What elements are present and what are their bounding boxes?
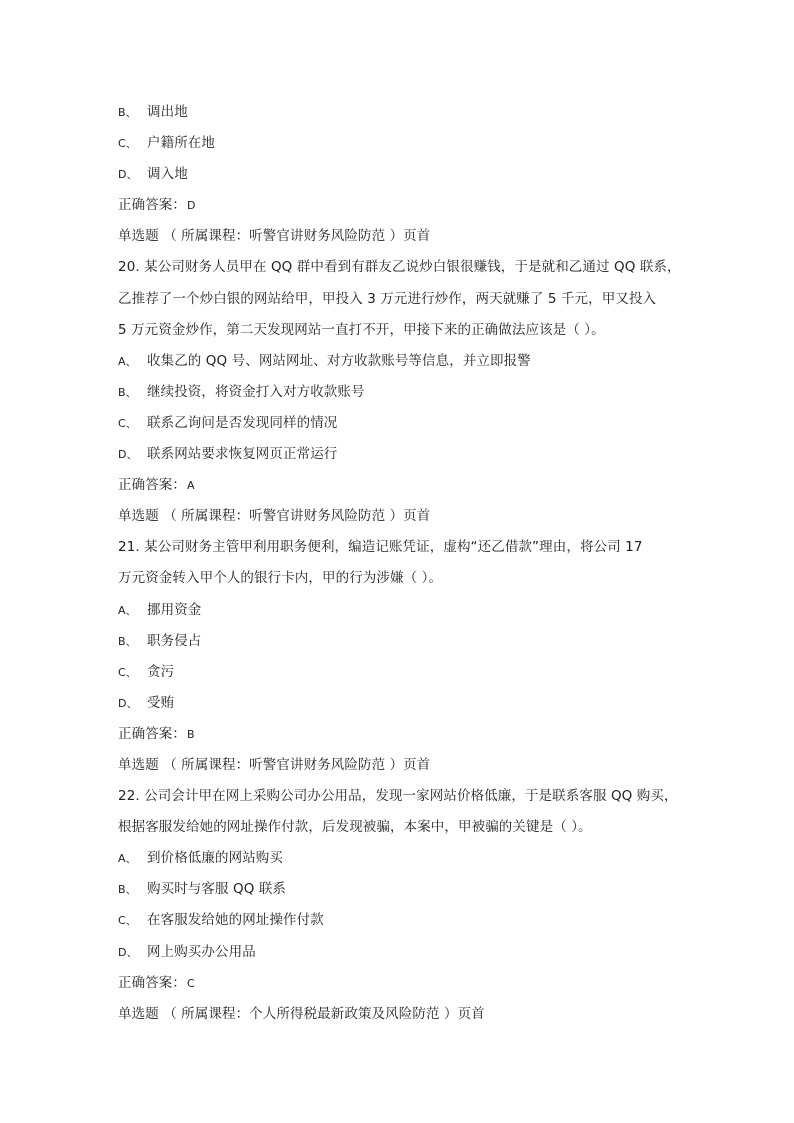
option-text: 收集乙的 QQ 号、网站网址、对方收款账号等信息，并立即报警 <box>147 352 531 369</box>
question-20-line-1: 20. 某公司财务人员甲在 QQ 群中看到有群友乙说炒白银很赚钱，于是就和乙通过 QQ 联系， <box>118 259 681 276</box>
option-d <box>118 162 718 193</box>
question-meta: 单选题 （ 所属课程：听警官讲财务风险防范 ）页首 <box>118 228 431 245</box>
correct-answer <box>118 193 718 224</box>
option-a <box>118 349 718 380</box>
question-meta: 单选题 （ 所属课程：听警官讲财务风险防范 ）页首 <box>118 508 431 525</box>
option-text: 联系乙询问是否发现同样的情况 <box>147 414 338 431</box>
option-b <box>118 380 718 411</box>
option-letter: D、 <box>118 945 138 959</box>
option-c <box>118 411 718 442</box>
answer-value: B <box>187 727 195 741</box>
question-20-line-2: 乙推荐了一个炒白银的网站给甲，甲投入 3 万元进行炒作，两天就赚了 5 千元，甲又投入 <box>118 290 657 307</box>
option-letter: B、 <box>118 634 137 648</box>
option-c <box>118 908 718 939</box>
option-letter: D、 <box>118 696 138 710</box>
answer-value: C <box>187 976 195 990</box>
option-letter: A、 <box>118 603 137 617</box>
option-text: 受贿 <box>147 694 175 711</box>
answer-label: 正确答案： <box>118 725 186 742</box>
answer-label: 正确答案： <box>118 197 186 214</box>
option-letter: C、 <box>118 914 137 928</box>
question-meta: 单选题 （ 所属课程：听警官讲财务风险防范 ）页首 <box>118 756 431 773</box>
question-20-line-3: 5 万元资金炒作，第二天发现网站一直打不开，甲接下来的正确做法应该是（ ）。 <box>118 321 605 338</box>
option-text: 购买时与客服 QQ 联系 <box>147 881 287 898</box>
option-letter: A、 <box>118 354 137 368</box>
option-b <box>118 629 718 660</box>
option-letter: D、 <box>118 448 138 462</box>
exam-document <box>118 100 718 1033</box>
option-c <box>118 660 718 691</box>
correct-answer <box>118 473 718 504</box>
question-22-line-1: 22. 公司会计甲在网上采购公司办公用品，发现一家网站价格低廉，于是联系客服 QQ 购买， <box>118 788 678 805</box>
question-21-line-1: 21. 某公司财务主管甲利用职务便利，编造记账凭证，虚构“还乙借款”理由，将公司 17 <box>118 539 643 556</box>
option-text: 挪用资金 <box>147 601 202 618</box>
option-text: 调出地 <box>147 104 188 120</box>
answer-value: A <box>187 479 195 493</box>
option-text: 户籍所在地 <box>147 135 215 152</box>
answer-value: D <box>187 199 196 213</box>
option-text: 职务侵占 <box>147 632 202 649</box>
option-d <box>118 691 718 722</box>
option-letter: C、 <box>118 665 137 679</box>
question-21-line-2: 万元资金转入甲个人的银行卡内，甲的行为涉嫌（ ）。 <box>118 570 443 587</box>
correct-answer <box>118 722 718 753</box>
option-text: 在客服发给她的网址操作付款 <box>147 912 324 929</box>
option-letter: C、 <box>118 416 137 430</box>
option-c <box>118 131 718 162</box>
option-d <box>118 442 718 473</box>
question-22-line-2: 根据客服发给她的网址操作付款，后发现被骗，本案中，甲被骗的关键是（ ）。 <box>118 819 592 836</box>
option-letter: C、 <box>118 137 137 151</box>
option-b <box>118 100 718 131</box>
answer-label: 正确答案： <box>118 477 186 494</box>
option-letter: B、 <box>118 385 137 399</box>
option-letter: B、 <box>118 106 137 119</box>
option-d <box>118 940 718 971</box>
answer-label: 正确答案： <box>118 974 186 991</box>
option-text: 网上购买办公用品 <box>147 943 256 960</box>
option-letter: B、 <box>118 883 137 897</box>
option-a <box>118 598 718 629</box>
correct-answer <box>118 971 718 1002</box>
question-meta: 单选题 （ 所属课程：个人所得税最新政策及风险防范 ）页首 <box>118 1005 485 1022</box>
option-a <box>118 846 718 877</box>
option-letter: A、 <box>118 852 137 866</box>
option-letter: D、 <box>118 168 138 182</box>
option-text: 到价格低廉的网站购买 <box>147 850 283 867</box>
option-text: 贪污 <box>147 663 175 680</box>
option-b <box>118 877 718 908</box>
option-text: 继续投资，将资金打入对方收款账号 <box>147 383 365 400</box>
option-text: 联系网站要求恢复网页正常运行 <box>147 446 338 463</box>
option-text: 调入地 <box>147 166 188 183</box>
